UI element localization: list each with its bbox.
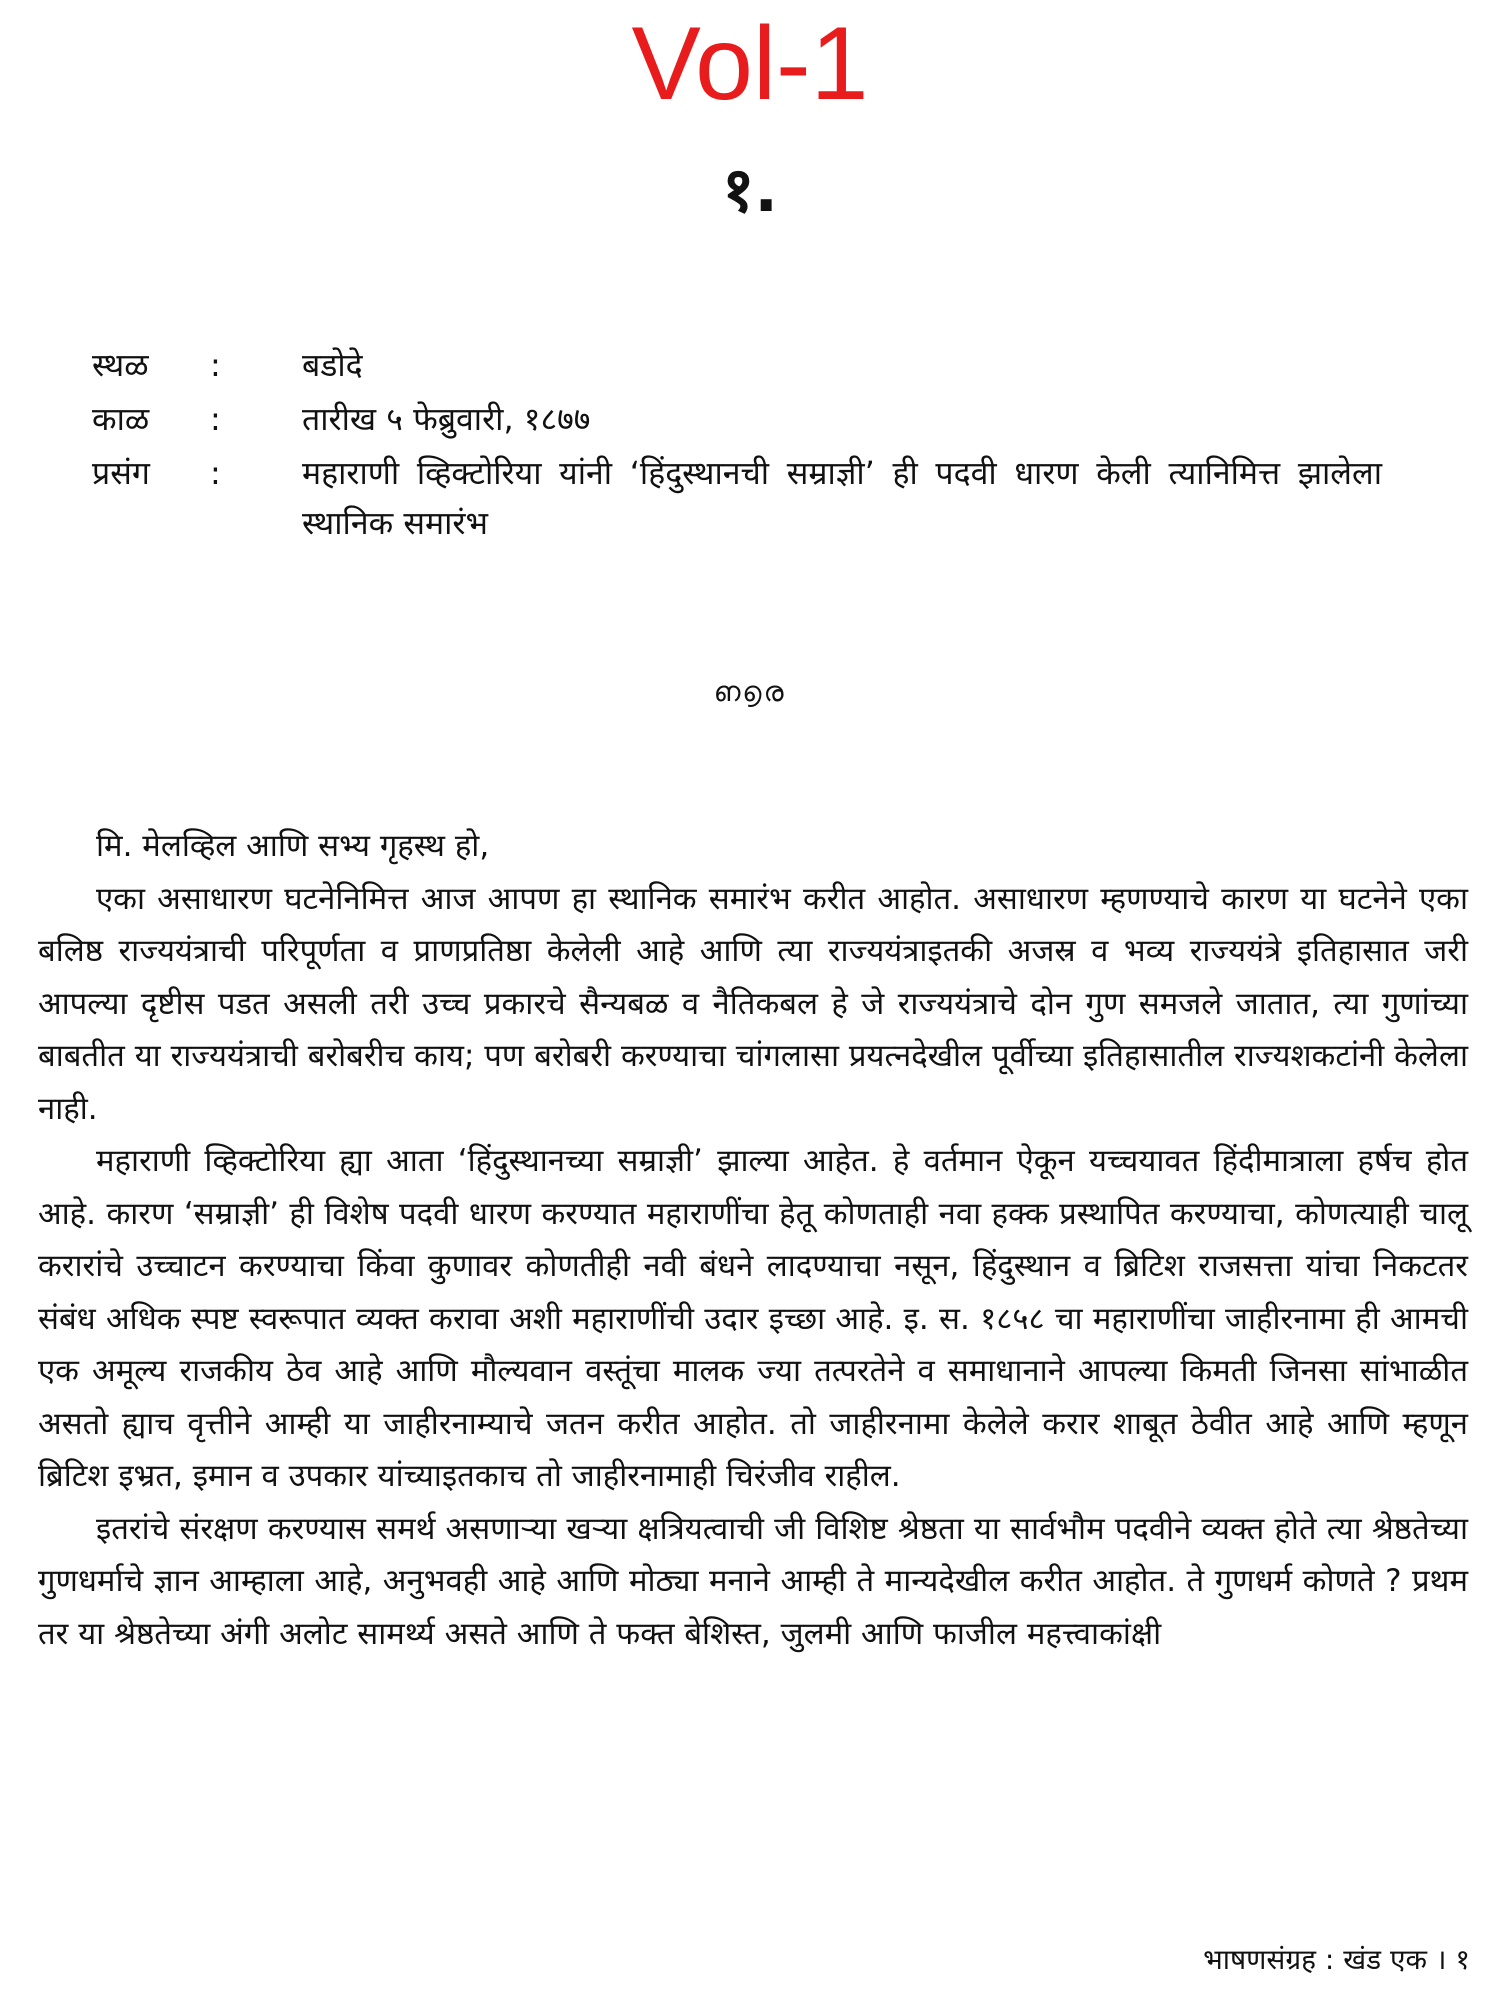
paragraph-3: इतरांचे संरक्षण करण्यास समर्थ असणाऱ्या खऱ्या क्षत्रियत्वाची जी विशिष्ट श्रेष्ठता या सार्वभौम पदवीने व्यक्त होते त्या श्रेष्ठतेच्या गुणधर्माचे ज्ञान आम्हाला आहे, अनुभवही आहे आणि मोठ्या मनाने आम्ही ते मान्यदेखील करीत आहोत. ते गुणधर्म कोणते ? प्रथम तर या श्रेष्ठतेच्या अंगी अलोट सामर्थ्य असते आणि ते फक्त बेशिस्त, जुलमी आणि फाजील महत्त्वाकांक्षी [38, 1510, 1468, 1652]
time-value: तारीख ५ फेब्रुवारी, १८७७ [302, 400, 591, 438]
salutation: मि. मेलव्हिल आणि सभ्य गृहस्थ हो, [96, 828, 490, 864]
place-label: स्थळ [92, 346, 149, 384]
place-separator: : [210, 346, 221, 384]
page-footer: भाषणसंग्रह : खंड एक । १ [1203, 1943, 1470, 1976]
paragraph-1: एका असाधारण घटनेनिमित्त आज आपण हा स्थानिक समारंभ करीत आहोत. असाधारण म्हणण्याचे कारण या घटनेने एका बलिष्ठ राज्ययंत्राची परिपूर्णता व प्राणप्रतिष्ठा केलेली आहे आणि त्या राज्ययंत्राइतकी अजस्र व भव्य राज्ययंत्रे इतिहासात जरी आपल्या दृष्टीस पडत असली तरी उच्च प्रकारचे सैन्यबळ व नैतिकबल हे जे राज्ययंत्राचे दोन गुण समजले जातात, त्या गुणांच्या बाबतीत या राज्ययंत्राची बरोबरीच काय; पण बरोबरी करण्याचा चांगलासा प्रयत्नदेखील पूर्वीच्या इतिहासातील राज्यशकटांनी केलेला नाही. [38, 880, 1468, 1127]
meta-row-occasion [92, 448, 1382, 548]
meta-row-place [92, 340, 1382, 390]
speech-metadata [92, 340, 1382, 552]
time-separator: : [210, 400, 221, 438]
speech-body [38, 820, 1468, 1660]
chapter-number: १. [722, 153, 778, 226]
occasion-label: प्रसंग [92, 454, 150, 492]
meta-row-time [92, 394, 1382, 444]
occasion-separator: : [210, 454, 221, 492]
paragraph-2: महाराणी व्हिक्टोरिया ह्या आता ‘हिंदुस्थानच्या सम्राज्ञी’ झाल्या आहेत. हे वर्तमान ऐकून यच्चयावत हिंदीमात्राला हर्षच होत आहे. कारण ‘सम्राज्ञी’ ही विशेष पदवी धारण करण्यात महाराणींचा हेतू कोणताही नवा हक्क प्रस्थापित करण्याचा, कोणत्याही चालू करारांचे उच्चाटन करण्याचा किंवा कुणावर कोणतीही नवी बंधने लादण्याचा नसून, हिंदुस्थान व ब्रिटिश राजसत्ता यांचा निकटतर संबंध अधिक स्पष्ट स्वरूपात व्यक्त करावा अशी महाराणींची उदार इच्छा आहे. इ. स. १८५८ चा महाराणींचा जाहीरनामा ही आमची एक अमूल्य राजकीय ठेव आहे आणि मौल्यवान वस्तूंचा मालक ज्या तत्परतेने व समाधानाने आपल्या किमती जिनसा सांभाळीत असतो ह्याच वृत्तीने आम्ही या जाहीरनाम्याचे जतन करीत आहोत. तो जाहीरनामा केलेले करार शाबूत ठेवीत आहे आणि म्हणून ब्रिटिश इभ्रत, इमान व उपकार यांच्याइतकाच तो जाहीरनामाही चिरंजीव राहील. [38, 1143, 1468, 1494]
ornament-divider: ഩ൭ര [714, 675, 786, 708]
volume-label: Vol-1 [631, 6, 869, 122]
occasion-value: महाराणी व्हिक्टोरिया यांनी ‘हिंदुस्थानची सम्राज्ञी’ ही पदवी धारण केली त्यानिमित्त झालेला स्थानिक समारंभ [302, 454, 1382, 542]
place-value: बडोदे [302, 346, 363, 384]
time-label: काळ [92, 400, 150, 438]
